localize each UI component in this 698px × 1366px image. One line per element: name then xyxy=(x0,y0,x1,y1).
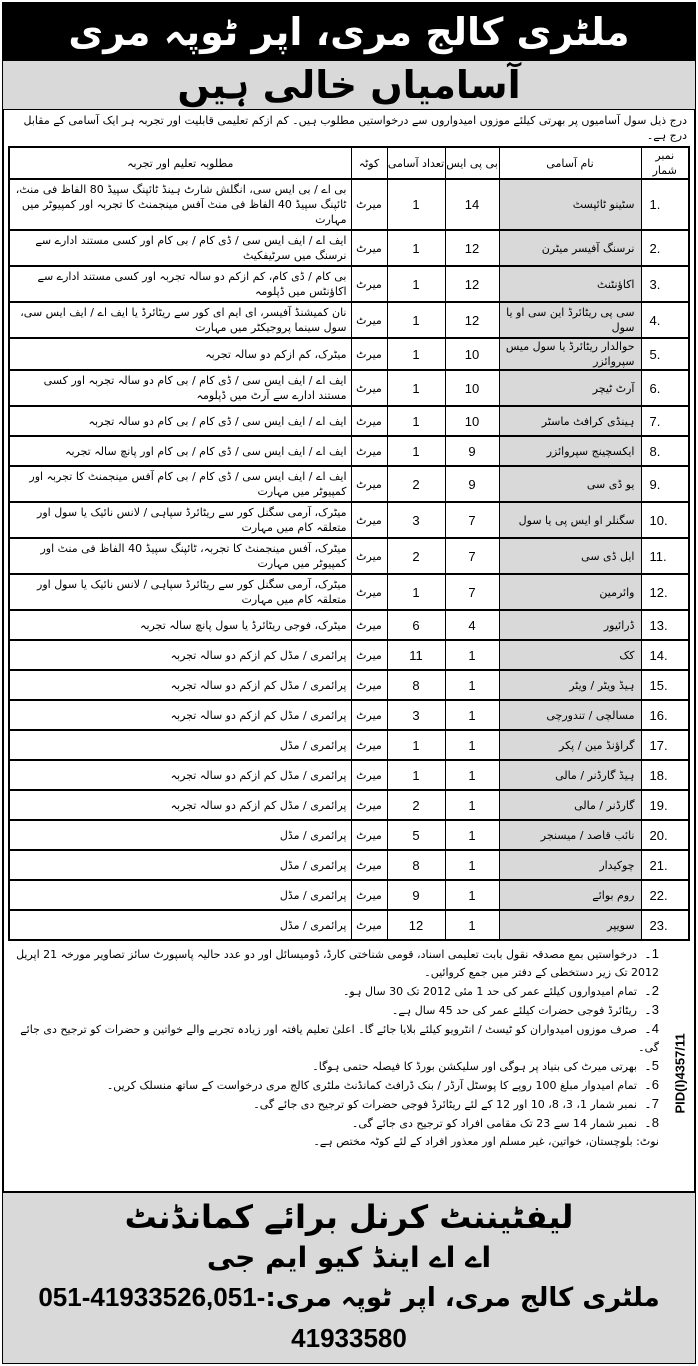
count-cell: 1 xyxy=(387,760,445,790)
table-row xyxy=(9,850,689,880)
requirements-cell: میٹرک، فوجی ریٹائرڈ یا سول پانچ سالہ تجربہ xyxy=(9,610,351,640)
contact-line xyxy=(3,1277,695,1359)
serial-cell: 7. xyxy=(641,406,689,436)
post-name-cell: ہیڈ ویٹر / ویٹر xyxy=(499,670,641,700)
note-item xyxy=(3,1001,659,1020)
quota-cell: میرٹ xyxy=(351,302,387,338)
table-row xyxy=(9,302,689,338)
note-number: 1۔ xyxy=(644,946,659,961)
count-cell: 1 xyxy=(387,230,445,266)
post-name-cell: سی پی ریٹائرڈ این سی او یا سول xyxy=(499,302,641,338)
serial-cell: 15. xyxy=(641,670,689,700)
table-row xyxy=(9,880,689,910)
table-row xyxy=(9,538,689,574)
serial-cell: 11. xyxy=(641,538,689,574)
note-number: 6۔ xyxy=(644,1077,659,1092)
requirements-cell: پرائمری / مڈل xyxy=(9,820,351,850)
bps-cell: 1 xyxy=(445,730,499,760)
note-item xyxy=(3,945,659,982)
quota-cell: میرٹ xyxy=(351,574,387,610)
bps-cell: 10 xyxy=(445,338,499,370)
requirements-cell: بی اے / بی ایس سی، انگلش شارٹ ہینڈ ٹائپنگ سپیڈ 80 الفاظ فی منٹ، ٹائپنگ سپیڈ 40 الفاظ فی منٹ آفس مینجمنٹ کا تجربہ اور کمپیوٹر میں مہارت xyxy=(9,179,351,230)
requirements-cell: ایف اے / ایف ایس سی / ڈی کام / بی کام اور پانچ سالہ تجربہ xyxy=(9,436,351,466)
bps-cell: 1 xyxy=(445,700,499,730)
table-row xyxy=(9,820,689,850)
post-name-cell: حوالدار ریٹائرڈ یا سول میس سپروائزر xyxy=(499,338,641,370)
count-cell: 1 xyxy=(387,179,445,230)
quota-cell: میرٹ xyxy=(351,230,387,266)
serial-cell: 6. xyxy=(641,370,689,406)
requirements-cell: ایف اے / ایف ایس سی / ڈی کام / بی کام دو سالہ تجربہ xyxy=(9,406,351,436)
requirements-cell: میٹرک، آرمی سگنل کور سے ریٹائرڈ سپاہی / لانس نائیک یا سول اور متعلقہ کام میں مہارت xyxy=(9,574,351,610)
table-row xyxy=(9,338,689,370)
page-subtitle: آسامیاں خالی ہیں xyxy=(3,61,695,110)
col-count: تعداد آسامی xyxy=(387,147,445,179)
count-cell: 1 xyxy=(387,338,445,370)
quota-cell: میرٹ xyxy=(351,880,387,910)
bps-cell: 1 xyxy=(445,760,499,790)
bps-cell: 1 xyxy=(445,910,499,940)
pid-number: PID(I)4357/11 xyxy=(672,1033,688,1114)
note-number: 8۔ xyxy=(644,1115,659,1130)
table-row xyxy=(9,466,689,502)
note-item xyxy=(3,982,659,1001)
post-name-cell: سٹینو ٹائپسٹ xyxy=(499,179,641,230)
serial-cell: 3. xyxy=(641,266,689,302)
serial-cell: 18. xyxy=(641,760,689,790)
serial-cell: 19. xyxy=(641,790,689,820)
note-text: ریٹائرڈ فوجی حضرات کیلئے عمر کی حد 45 سال ہے۔ xyxy=(391,1004,637,1017)
count-cell: 1 xyxy=(387,436,445,466)
post-name-cell: ہیڈ گارڈنر / مالی xyxy=(499,760,641,790)
quota-cell: میرٹ xyxy=(351,610,387,640)
table-row xyxy=(9,610,689,640)
bps-cell: 10 xyxy=(445,370,499,406)
bps-cell: 7 xyxy=(445,574,499,610)
serial-cell: 21. xyxy=(641,850,689,880)
requirements-cell: نان کمیشنڈ آفیسر، ای ایم ای کور سے ریٹائرڈ یا ایف اے / ایف ایس سی، سول سینما پروجیکٹر میں مہارت xyxy=(9,302,351,338)
post-name-cell: روم بوائے xyxy=(499,880,641,910)
table-header xyxy=(9,147,689,179)
requirements-cell: پرائمری / مڈل کم ازکم دو سالہ تجربہ xyxy=(9,700,351,730)
count-cell: 3 xyxy=(387,502,445,538)
serial-cell: 9. xyxy=(641,466,689,502)
table-container xyxy=(3,146,695,941)
note-number: 2۔ xyxy=(644,983,659,998)
post-name-cell: نرسنگ آفیسر میٹرن xyxy=(499,230,641,266)
phone-numbers: 051-41933526,051-41933580 xyxy=(38,1282,407,1353)
table-row xyxy=(9,179,689,230)
serial-cell: 17. xyxy=(641,730,689,760)
serial-cell: 14. xyxy=(641,640,689,670)
count-cell: 8 xyxy=(387,670,445,700)
note-number: 5۔ xyxy=(644,1058,659,1073)
quota-cell: میرٹ xyxy=(351,640,387,670)
serial-cell: 8. xyxy=(641,436,689,466)
requirements-cell: پرائمری / مڈل کم ازکم دو سالہ تجربہ xyxy=(9,790,351,820)
note-text: نمبر شمار 1، 3، 8، 10 اور 12 کے لئے ریٹائرڈ فوجی حضرات کو ترجیح دی جائے گی۔ xyxy=(253,1098,637,1111)
count-cell: 12 xyxy=(387,910,445,940)
requirements-cell: پرائمری / مڈل xyxy=(9,730,351,760)
bps-cell: 14 xyxy=(445,179,499,230)
count-cell: 6 xyxy=(387,610,445,640)
post-name-cell: اکاؤنٹنٹ xyxy=(499,266,641,302)
post-name-cell: مسالچی / تندورچی xyxy=(499,700,641,730)
post-name-cell: چوکیدار xyxy=(499,850,641,880)
vacancy-table xyxy=(8,146,690,941)
note-text: نمبر شمار 14 سے 23 تک مقامی افراد کو ترجیح دی جائے گی۔ xyxy=(351,1117,637,1130)
bps-cell: 12 xyxy=(445,230,499,266)
quota-cell: میرٹ xyxy=(351,850,387,880)
quota-cell: میرٹ xyxy=(351,538,387,574)
note-text: تمام امیدوار مبلغ 100 روپے کا پوسٹل آرڈر / بنک ڈرافٹ کمانڈنٹ ملٹری کالج مری درخواست کے ساتھ منسلک کریں۔ xyxy=(106,1079,637,1092)
quota-cell: میرٹ xyxy=(351,406,387,436)
count-cell: 2 xyxy=(387,466,445,502)
serial-cell: 16. xyxy=(641,700,689,730)
post-name-cell: ایکسچینج سپروائزر xyxy=(499,436,641,466)
count-cell: 2 xyxy=(387,538,445,574)
serial-cell: 5. xyxy=(641,338,689,370)
table-row xyxy=(9,700,689,730)
serial-cell: 20. xyxy=(641,820,689,850)
bps-cell: 1 xyxy=(445,790,499,820)
requirements-cell: ایف اے / ایف ایس سی / ڈی کام / بی کام آفس مینجمنٹ کا تجربہ اور کمپیوٹر میں مہارت xyxy=(9,466,351,502)
table-row xyxy=(9,730,689,760)
intro-text: درج ذیل سول آسامیوں پر بھرتی کیلئے موزوں امیدواروں سے درخواستیں مطلوب ہیں۔ کم ازکم تعلیمی قابلیت اور تجربہ ہر ایک آسامی کے مقابل درج ہے۔ xyxy=(23,114,687,142)
quota-cell: میرٹ xyxy=(351,730,387,760)
post-name-cell: سویپر xyxy=(499,910,641,940)
count-cell: 1 xyxy=(387,266,445,302)
col-bps: بی پی ایس xyxy=(445,147,499,179)
quota-cell: میرٹ xyxy=(351,266,387,302)
bps-cell: 1 xyxy=(445,820,499,850)
post-name-cell: ایل ڈی سی xyxy=(499,538,641,574)
requirements-cell: ایف اے / ایف ایس سی / ڈی کام / بی کام دو سالہ تجربہ اور کسی مستند ادارے سے آرٹ میں ڈپلومہ xyxy=(9,370,351,406)
quota-cell: میرٹ xyxy=(351,910,387,940)
requirements-cell: پرائمری / مڈل xyxy=(9,910,351,940)
note-number: 7۔ xyxy=(644,1096,659,1111)
notes-section xyxy=(3,941,695,1191)
table-row xyxy=(9,640,689,670)
note-item xyxy=(3,1114,659,1133)
table-row xyxy=(9,760,689,790)
bps-cell: 10 xyxy=(445,406,499,436)
post-name-cell: ڈرائیور xyxy=(499,610,641,640)
quota-cell: میرٹ xyxy=(351,370,387,406)
note-item xyxy=(3,1057,659,1076)
table-row xyxy=(9,502,689,538)
requirements-cell: پرائمری / مڈل کم ازکم دو سالہ تجربہ xyxy=(9,640,351,670)
count-cell: 9 xyxy=(387,880,445,910)
note-text: صرف موزوں امیدواران کو ٹیسٹ / انٹرویو کیلئے بلایا جائے گا۔ اعلیٰ تعلیم یافتہ اور زیادہ تجربے والے خواتین و حضرات کو ترجیح دی جائے گی۔ xyxy=(20,1023,659,1054)
post-name-cell: یو ڈی سی xyxy=(499,466,641,502)
designation: اے اے اینڈ کیو ایم جی xyxy=(206,1241,492,1274)
count-cell: 11 xyxy=(387,640,445,670)
quota-note: نوٹ: بلوچستان، خواتین، غیر مسلم اور معذور افراد کے لئے کوٹہ مختص ہے۔ xyxy=(313,1135,659,1148)
requirements-cell: پرائمری / مڈل کم ازکم دو سالہ تجربہ xyxy=(9,760,351,790)
note-text: تمام امیدواروں کیلئے عمر کی حد 1 مئی 2012 تک 30 سال ہو۔ xyxy=(342,985,637,998)
quota-cell: میرٹ xyxy=(351,502,387,538)
quota-cell: میرٹ xyxy=(351,760,387,790)
bps-cell: 7 xyxy=(445,502,499,538)
count-cell: 1 xyxy=(387,574,445,610)
address: ملٹری کالج مری، اپر ٹوپہ مری: xyxy=(265,1283,660,1313)
quota-cell: میرٹ xyxy=(351,790,387,820)
quota-cell: میرٹ xyxy=(351,436,387,466)
note-text: بھرتی میرٹ کی بنیاد پر ہوگی اور سلیکشن بورڈ کا فیصلہ حتمی ہوگا۔ xyxy=(312,1060,637,1073)
requirements-cell: میٹرک، آفس مینجمنٹ کا تجربہ، ٹائپنگ سپیڈ 40 الفاظ فی منٹ اور کمپیوٹر میں مہارت xyxy=(9,538,351,574)
bps-cell: 1 xyxy=(445,640,499,670)
requirements-cell: میٹرک، آرمی سگنل کور سے ریٹائرڈ سپاہی / لانس نائیک یا سول اور متعلقہ کام میں مہارت xyxy=(9,502,351,538)
serial-cell: 2. xyxy=(641,230,689,266)
notes-list xyxy=(3,941,667,1191)
table-row xyxy=(9,406,689,436)
post-name-cell: وائرمین xyxy=(499,574,641,610)
pid-box xyxy=(667,941,695,1191)
count-cell: 1 xyxy=(387,302,445,338)
table-row xyxy=(9,266,689,302)
table-row xyxy=(9,436,689,466)
quota-cell: میرٹ xyxy=(351,179,387,230)
requirements-cell: بی کام / ڈی کام، کم ازکم دو سالہ تجربہ اور کسی مستند ادارے سے اکاؤنٹس میں ڈپلومہ xyxy=(9,266,351,302)
ad-content xyxy=(3,3,695,1363)
requirements-cell: پرائمری / مڈل xyxy=(9,850,351,880)
count-cell: 1 xyxy=(387,370,445,406)
serial-cell: 23. xyxy=(641,910,689,940)
bps-cell: 9 xyxy=(445,436,499,466)
note-number: 3۔ xyxy=(644,1002,659,1017)
quota-cell: میرٹ xyxy=(351,466,387,502)
post-name-cell: سگنلر او ایس پی یا سول xyxy=(499,502,641,538)
count-cell: 1 xyxy=(387,406,445,436)
requirements-cell: پرائمری / مڈل xyxy=(9,880,351,910)
post-name-cell: کک xyxy=(499,640,641,670)
quota-cell: میرٹ xyxy=(351,338,387,370)
requirements-cell: پرائمری / مڈل کم ازکم دو سالہ تجربہ xyxy=(9,670,351,700)
bps-cell: 12 xyxy=(445,302,499,338)
bps-cell: 12 xyxy=(445,266,499,302)
serial-cell: 22. xyxy=(641,880,689,910)
col-serial: نمبر شمار xyxy=(641,147,689,179)
bps-cell: 1 xyxy=(445,850,499,880)
col-requirements: مطلوبہ تعلیم اور تجربہ xyxy=(9,147,351,179)
table-row xyxy=(9,574,689,610)
quota-cell: میرٹ xyxy=(351,670,387,700)
col-quota: کوٹہ xyxy=(351,147,387,179)
count-cell: 2 xyxy=(387,790,445,820)
quota-cell: میرٹ xyxy=(351,700,387,730)
signatory: لیفٹیننٹ کرنل برائے کمانڈنٹ xyxy=(124,1198,574,1236)
note-item xyxy=(3,1076,659,1095)
bps-cell: 7 xyxy=(445,538,499,574)
quota-cell: میرٹ xyxy=(351,820,387,850)
post-name-cell: ہینڈی کرافٹ ماسٹر xyxy=(499,406,641,436)
bps-cell: 4 xyxy=(445,610,499,640)
count-cell: 5 xyxy=(387,820,445,850)
note-number: 4۔ xyxy=(644,1021,659,1036)
requirements-cell: ایف اے / ایف ایس سی / ڈی کام / بی کام اور کسی مستند ادارے سے نرسنگ میں سرٹیفکیٹ xyxy=(9,230,351,266)
serial-cell: 1. xyxy=(641,179,689,230)
table-row xyxy=(9,790,689,820)
serial-cell: 10. xyxy=(641,502,689,538)
table-row xyxy=(9,230,689,266)
footer xyxy=(3,1191,695,1363)
bps-cell: 9 xyxy=(445,466,499,502)
post-name-cell: گارڈنر / مالی xyxy=(499,790,641,820)
count-cell: 3 xyxy=(387,700,445,730)
page-title: ملٹری کالج مری، اپر ٹوپہ مری xyxy=(3,3,695,61)
col-post-name: نام آسامی xyxy=(499,147,641,179)
serial-cell: 4. xyxy=(641,302,689,338)
serial-cell: 13. xyxy=(641,610,689,640)
bps-cell: 1 xyxy=(445,670,499,700)
note-text: درخواستیں بمع مصدقہ نقول بابت تعلیمی اسناد، قومی شناختی کارڈ، ڈومیسائل اور دو عدد حالیہ پاسپورٹ سائز تصاویر مورخہ 21 اپریل 2012 تک زیر دستخطی کے دفتر میں جمع کروائیں۔ xyxy=(16,948,659,979)
requirements-cell: میٹرک، کم ازکم دو سالہ تجربہ xyxy=(9,338,351,370)
note-item xyxy=(3,1020,659,1057)
post-name-cell: آرٹ ٹیچر xyxy=(499,370,641,406)
table-row xyxy=(9,370,689,406)
note-item xyxy=(3,1095,659,1114)
table-row xyxy=(9,910,689,940)
bps-cell: 1 xyxy=(445,880,499,910)
count-cell: 1 xyxy=(387,730,445,760)
count-cell: 8 xyxy=(387,850,445,880)
serial-cell: 12. xyxy=(641,574,689,610)
post-name-cell: نائب قاصد / میسنجر xyxy=(499,820,641,850)
table-row xyxy=(9,670,689,700)
post-name-cell: گراؤنڈ مین / پکر xyxy=(499,730,641,760)
